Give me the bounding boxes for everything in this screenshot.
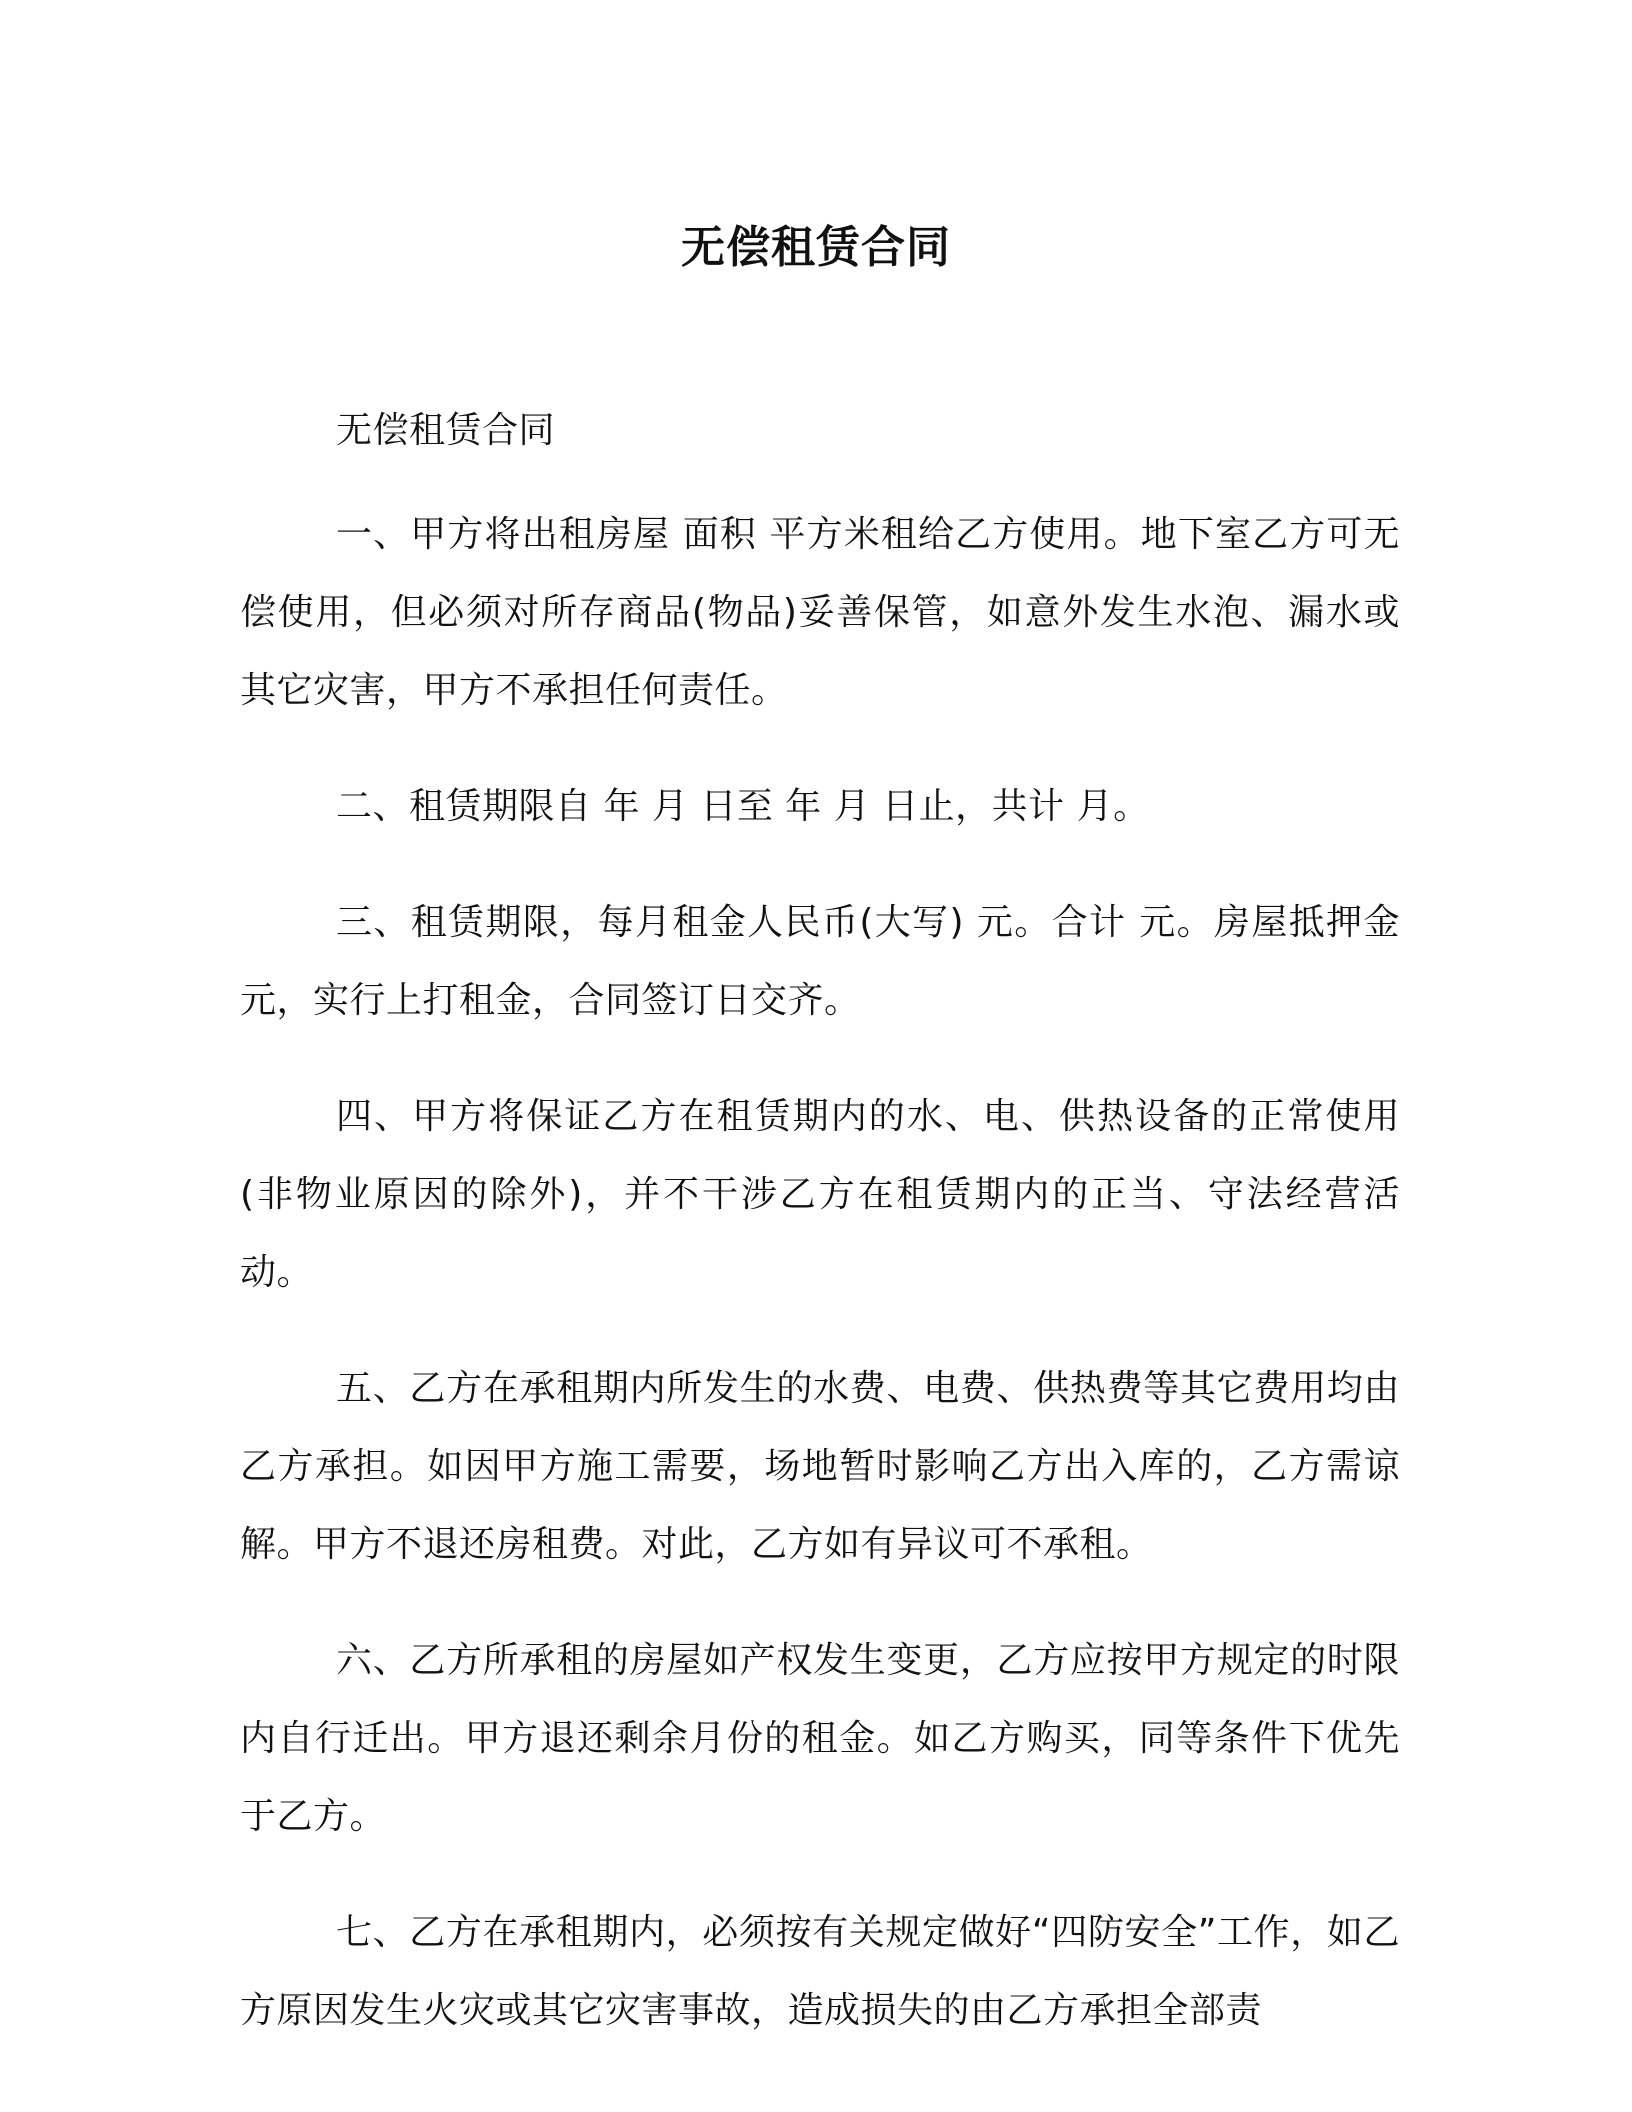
paragraph-clause-7: 七、乙方在承租期内，必须按有关规定做好“四防安全”工作，如乙方原因发生火灾或其它灾害事故，造成损失的由乙方承担全部责	[240, 1912, 1400, 2031]
paragraph-clause-4: 四、甲方将保证乙方在租赁期内的水、电、供热设备的正常使用(非物业原因的除外)，并不干涉乙方在租赁期内的正当、守法经营活动。	[240, 1096, 1400, 1293]
paragraph-clause-2: 二、租赁期限自 年 月 日至 年 月 日止，共计 月。	[336, 786, 1150, 827]
document-body	[240, 392, 1400, 2088]
paragraph-subtitle: 无偿租赁合同	[336, 410, 556, 451]
document-title: 无偿租赁合同	[681, 222, 951, 273]
paragraph-clause-3: 三、租赁期限，每月租金人民币(大写) 元。合计 元。房屋抵押金 元，实行上打租金，合同签订日交齐。	[240, 902, 1400, 1021]
paragraph-clause-6: 六、乙方所承租的房屋如产权发生变更，乙方应按甲方规定的时限内自行迁出。甲方退还剩余月份的租金。如乙方购买，同等条件下优先于乙方。	[240, 1640, 1400, 1837]
paragraph-clause-5: 五、乙方在承租期内所发生的水费、电费、供热费等其它费用均由乙方承担。如因甲方施工需要，场地暂时影响乙方出入库的，乙方需谅解。甲方不退还房租费。对此，乙方如有异议可不承租。	[240, 1368, 1400, 1565]
paragraph-clause-1: 一、甲方将出租房屋 面积 平方米租给乙方使用。地下室乙方可无偿使用，但必须对所存商品(物品)妥善保管，如意外发生水泡、漏水或其它灾害，甲方不承担任何责任。	[240, 514, 1400, 711]
